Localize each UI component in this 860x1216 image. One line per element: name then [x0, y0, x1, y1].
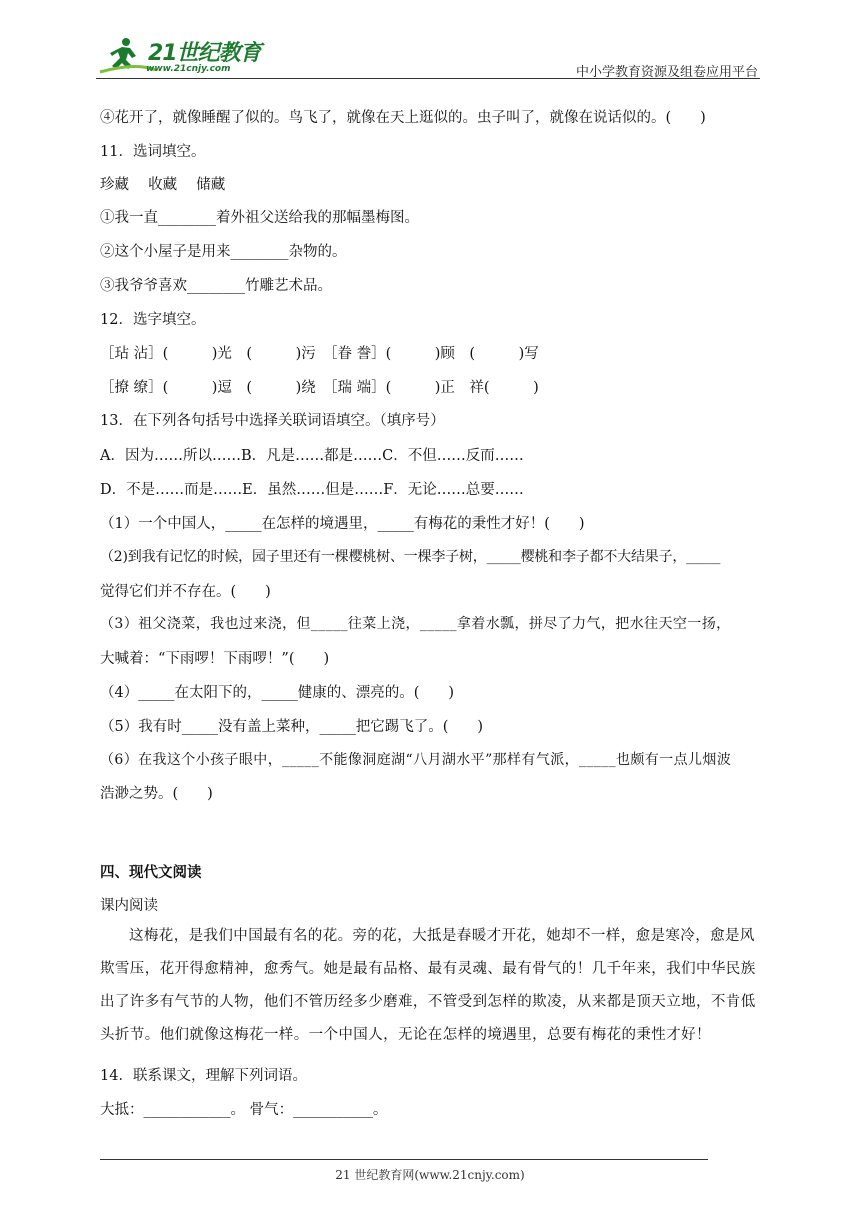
header-divider	[96, 78, 760, 79]
q14-title: 14．联系课文，理解下列词语。	[100, 1068, 307, 1084]
logo-url: www.21cnjy.com	[146, 64, 231, 74]
q11-item-3: ③我爷爷喜欢________竹雕艺术品。	[100, 278, 332, 294]
q11-title: 11．选词填空。	[100, 144, 206, 160]
q13-item-5: （5）我有时_____没有盖上菜种，_____把它踢飞了。( )	[100, 719, 484, 735]
footer-divider	[100, 1159, 708, 1160]
q11-item-1: ①我一直________着外祖父送给我的那幅墨梅图。	[100, 210, 419, 226]
q13-title: 13．在下列各句括号中选择关联词语填空。（填序号）	[100, 413, 445, 429]
footer-text: 21 世纪教育网(www.21cnjy.com)	[335, 1168, 525, 1182]
subsection-heading: 课内阅读	[100, 898, 158, 914]
q12-title: 12．选字填空。	[100, 312, 206, 328]
q13-item-2-line-2: 觉得它们并不存在。( )	[100, 584, 271, 600]
section-4-heading: 四、现代文阅读	[100, 865, 202, 881]
q12-row-1: ［玷 沾］( )光 ( )污 ［眷 誊］( )顾 ( )写	[100, 346, 539, 362]
q13-options-2: D．不是……而是……E．虽然……但是……F．无论……总要……	[100, 482, 524, 498]
q13-item-1: （1）一个中国人，_____在怎样的境遇里，_____有梅花的秉性才好！( )	[100, 516, 585, 532]
q11-word-options: 珍藏 收藏 储藏	[100, 177, 226, 193]
q13-options-1: A．因为……所以……B．凡是……都是……C．不但……反而……	[100, 448, 524, 464]
logo-text: 21世纪教育	[148, 41, 261, 66]
q13-item-6-line-1: （6）在我这个小孩子眼中，_____不能像洞庭湖“八月湖水平”那样有气派，_____也颇有一点儿烟波	[100, 752, 732, 768]
q14-answer-line: 大抵：____________。 骨气：___________。	[100, 1102, 388, 1118]
q13-item-3-line-1: （3）祖父浇菜，我也过来浇，但_____往菜上浇，_____拿着水瓢，拼尽了力气，把水往天空一扬，	[100, 616, 731, 632]
q13-item-2-line-1: （2)到我有记忆的时候，园子里还有一棵樱桃树、一棵李子树，_____樱桃和李子都不大结果子，_____	[100, 549, 721, 565]
platform-name: 中小学教育资源及组卷应用平台	[575, 65, 758, 80]
q12-row-2: ［撩 缭］( )逗 ( )绕 ［瑞 端］( )正 祥( )	[100, 380, 539, 396]
q13-item-3-line-2: 大喊着：“下雨啰！下雨啰！”( )	[100, 651, 330, 667]
q10-item-4: ④花开了，就像睡醒了似的。鸟飞了，就像在天上逛似的。虫子叫了，就像在说话似的。( )	[100, 110, 706, 126]
q13-item-6-line-2: 浩渺之势。( )	[100, 786, 213, 802]
q13-item-4: （4）_____在太阳下的，_____健康的、漂亮的。( )	[100, 685, 455, 701]
reading-passage: 这梅花，是我们中国最有名的花。旁的花，大抵是春暖才开花，她却不一样，愈是寒冷，愈是风欺雪压，花开得愈精神，愈秀气。她是最有品格、最有灵魂、最有骨气的！几千年来，我们中华民族出了许多有气节的人物，他们不管历经多少磨难，不管受到怎样的欺凌，从来都是顶天立地，不肯低头折节。他们就像这梅花一样。一个中国人，无论在怎样的境遇里，总要有梅花的秉性才好！	[100, 928, 756, 1043]
q11-item-2: ②这个小屋子是用来________杂物的。	[100, 244, 347, 260]
